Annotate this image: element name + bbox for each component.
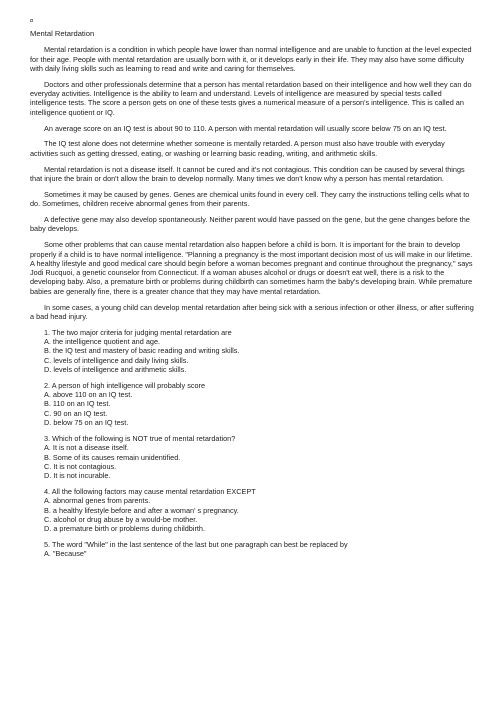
paragraph: A defective gene may also develop spontaneously. Neither parent would have passed on the gene, but the gene changes before the baby develops.	[30, 215, 470, 234]
answer-option: C. alcohol or drug abuse by a would-be mother.	[44, 514, 198, 524]
answer-option: D. below 75 on an IQ test.	[44, 418, 129, 428]
answer-option: D. It is not incurable.	[44, 471, 111, 481]
paragraph: Doctors and other professionals determine that a person has mental retardation based on their intelligence and how well they can do everyday activities. Intelligence is the ability to learn and understand. Levels of intelligence are measured by special tests called intelligence tests. The score a person gets on one of these tests gives a numerical measure of a person's intelligence. This is called an intelligence quotient or IQ.	[30, 79, 472, 117]
paragraph: The IQ test alone does not determine whether someone is mentally retarded. A person must also have trouble with everyday activities such as getting dressed, eating, or washing or learning basic reading, writing, and arithmetic skills.	[30, 139, 445, 158]
question-item	[44, 434, 474, 480]
paragraph: In some cases, a young child can develop mental retardation after being sick with a serious infection or other illness, or after suffering a bad head injury.	[30, 302, 474, 321]
question-text: 5. The word "While" in the last sentence of the last but one paragraph can best be replaced by	[44, 540, 348, 550]
answer-option: A. above 110 on an IQ test.	[44, 390, 133, 400]
document-title: Mental Retardation	[30, 29, 95, 38]
answer-option: C. It is not contagious.	[44, 461, 117, 471]
page-marker-icon	[30, 19, 33, 22]
paragraph: An average score on an IQ test is about 90 to 110. A person with mental retardation will usually score below 75 on an IQ test.	[44, 123, 447, 133]
question-text: 4. All the following factors may cause mental retardation EXCEPT	[44, 487, 256, 496]
answer-option: C. levels of intelligence and daily living skills.	[44, 355, 189, 365]
paragraph: Some other problems that can cause mental retardation also happen before a child is born. It is important for the brain to develop properly if a child is to have normal intelligence. "Planning a pregnancy is the most important decision most of us will make in our lifetime. A healthy lifestyle and good medical care should begin before a woman becomes pregnant and continue throughout the pregnancy," says Jodi Rucquoi, a genetic counselor from Connecticut. If a woman abuses alcohol or drugs or doesn't eat well, there is a risk to the developing baby. Also, a premature birth or problems during childbirth can sometimes harm the baby's developing brain. While premature babies are generally fine, there is a greater chance that they may have mental retardation.	[30, 240, 473, 296]
answer-option: B. 110 on an IQ test.	[44, 399, 111, 409]
answer-option: B. the IQ test and mastery of basic reading and writing skills.	[44, 346, 240, 356]
answer-option: A. "Because"	[44, 549, 87, 559]
article-body	[30, 45, 474, 321]
question-text: 1. The two major criteria for judging mental retardation are	[44, 327, 232, 337]
paragraph: Mental retardation is not a disease itself. It cannot be cured and it's not contagious. This condition can be caused by several things that injure the brain or don't allow the brain to develop normally. Many times we don't know why a person has mental retardation.	[30, 164, 465, 183]
paragraph: Mental retardation is a condition in which people have lower than normal intelligence and are unable to function at the level expected for their age. People with mental retardation are usually born with it, or it develops early in their life. They may also have some difficulty with daily living skills such as learning to read and write and caring for themselves.	[30, 45, 472, 73]
question-item	[44, 328, 474, 374]
answer-option: C. 90 on an IQ test.	[44, 408, 108, 418]
paragraph: Sometimes it may be caused by genes. Genes are chemical units found in every cell. They carry the instructions telling cells what to do. Sometimes, children receive abnormal genes from their parents.	[30, 189, 470, 209]
question-item	[44, 487, 474, 533]
answer-option: B. a healthy lifestyle before and after a woman' s pregnancy.	[44, 505, 239, 515]
question-text: 3. Which of the following is NOT true of mental retardation?	[44, 433, 236, 443]
question-item	[44, 381, 474, 427]
answer-option: D. levels of intelligence and arithmetic skills.	[44, 364, 187, 374]
answer-option: A. the intelligence quotient and age.	[44, 337, 161, 347]
answer-option: A. It is not a disease itself.	[44, 443, 129, 453]
answer-option: A. abnormal genes from parents.	[44, 496, 151, 506]
answer-option: D. a premature birth or problems during childbirth.	[44, 524, 206, 534]
question-item	[44, 540, 474, 559]
question-text: 2. A person of high intelligence will probably score	[44, 380, 206, 390]
question-list	[30, 328, 474, 559]
answer-option: B. Some of its causes remain unidentified.	[44, 452, 181, 462]
